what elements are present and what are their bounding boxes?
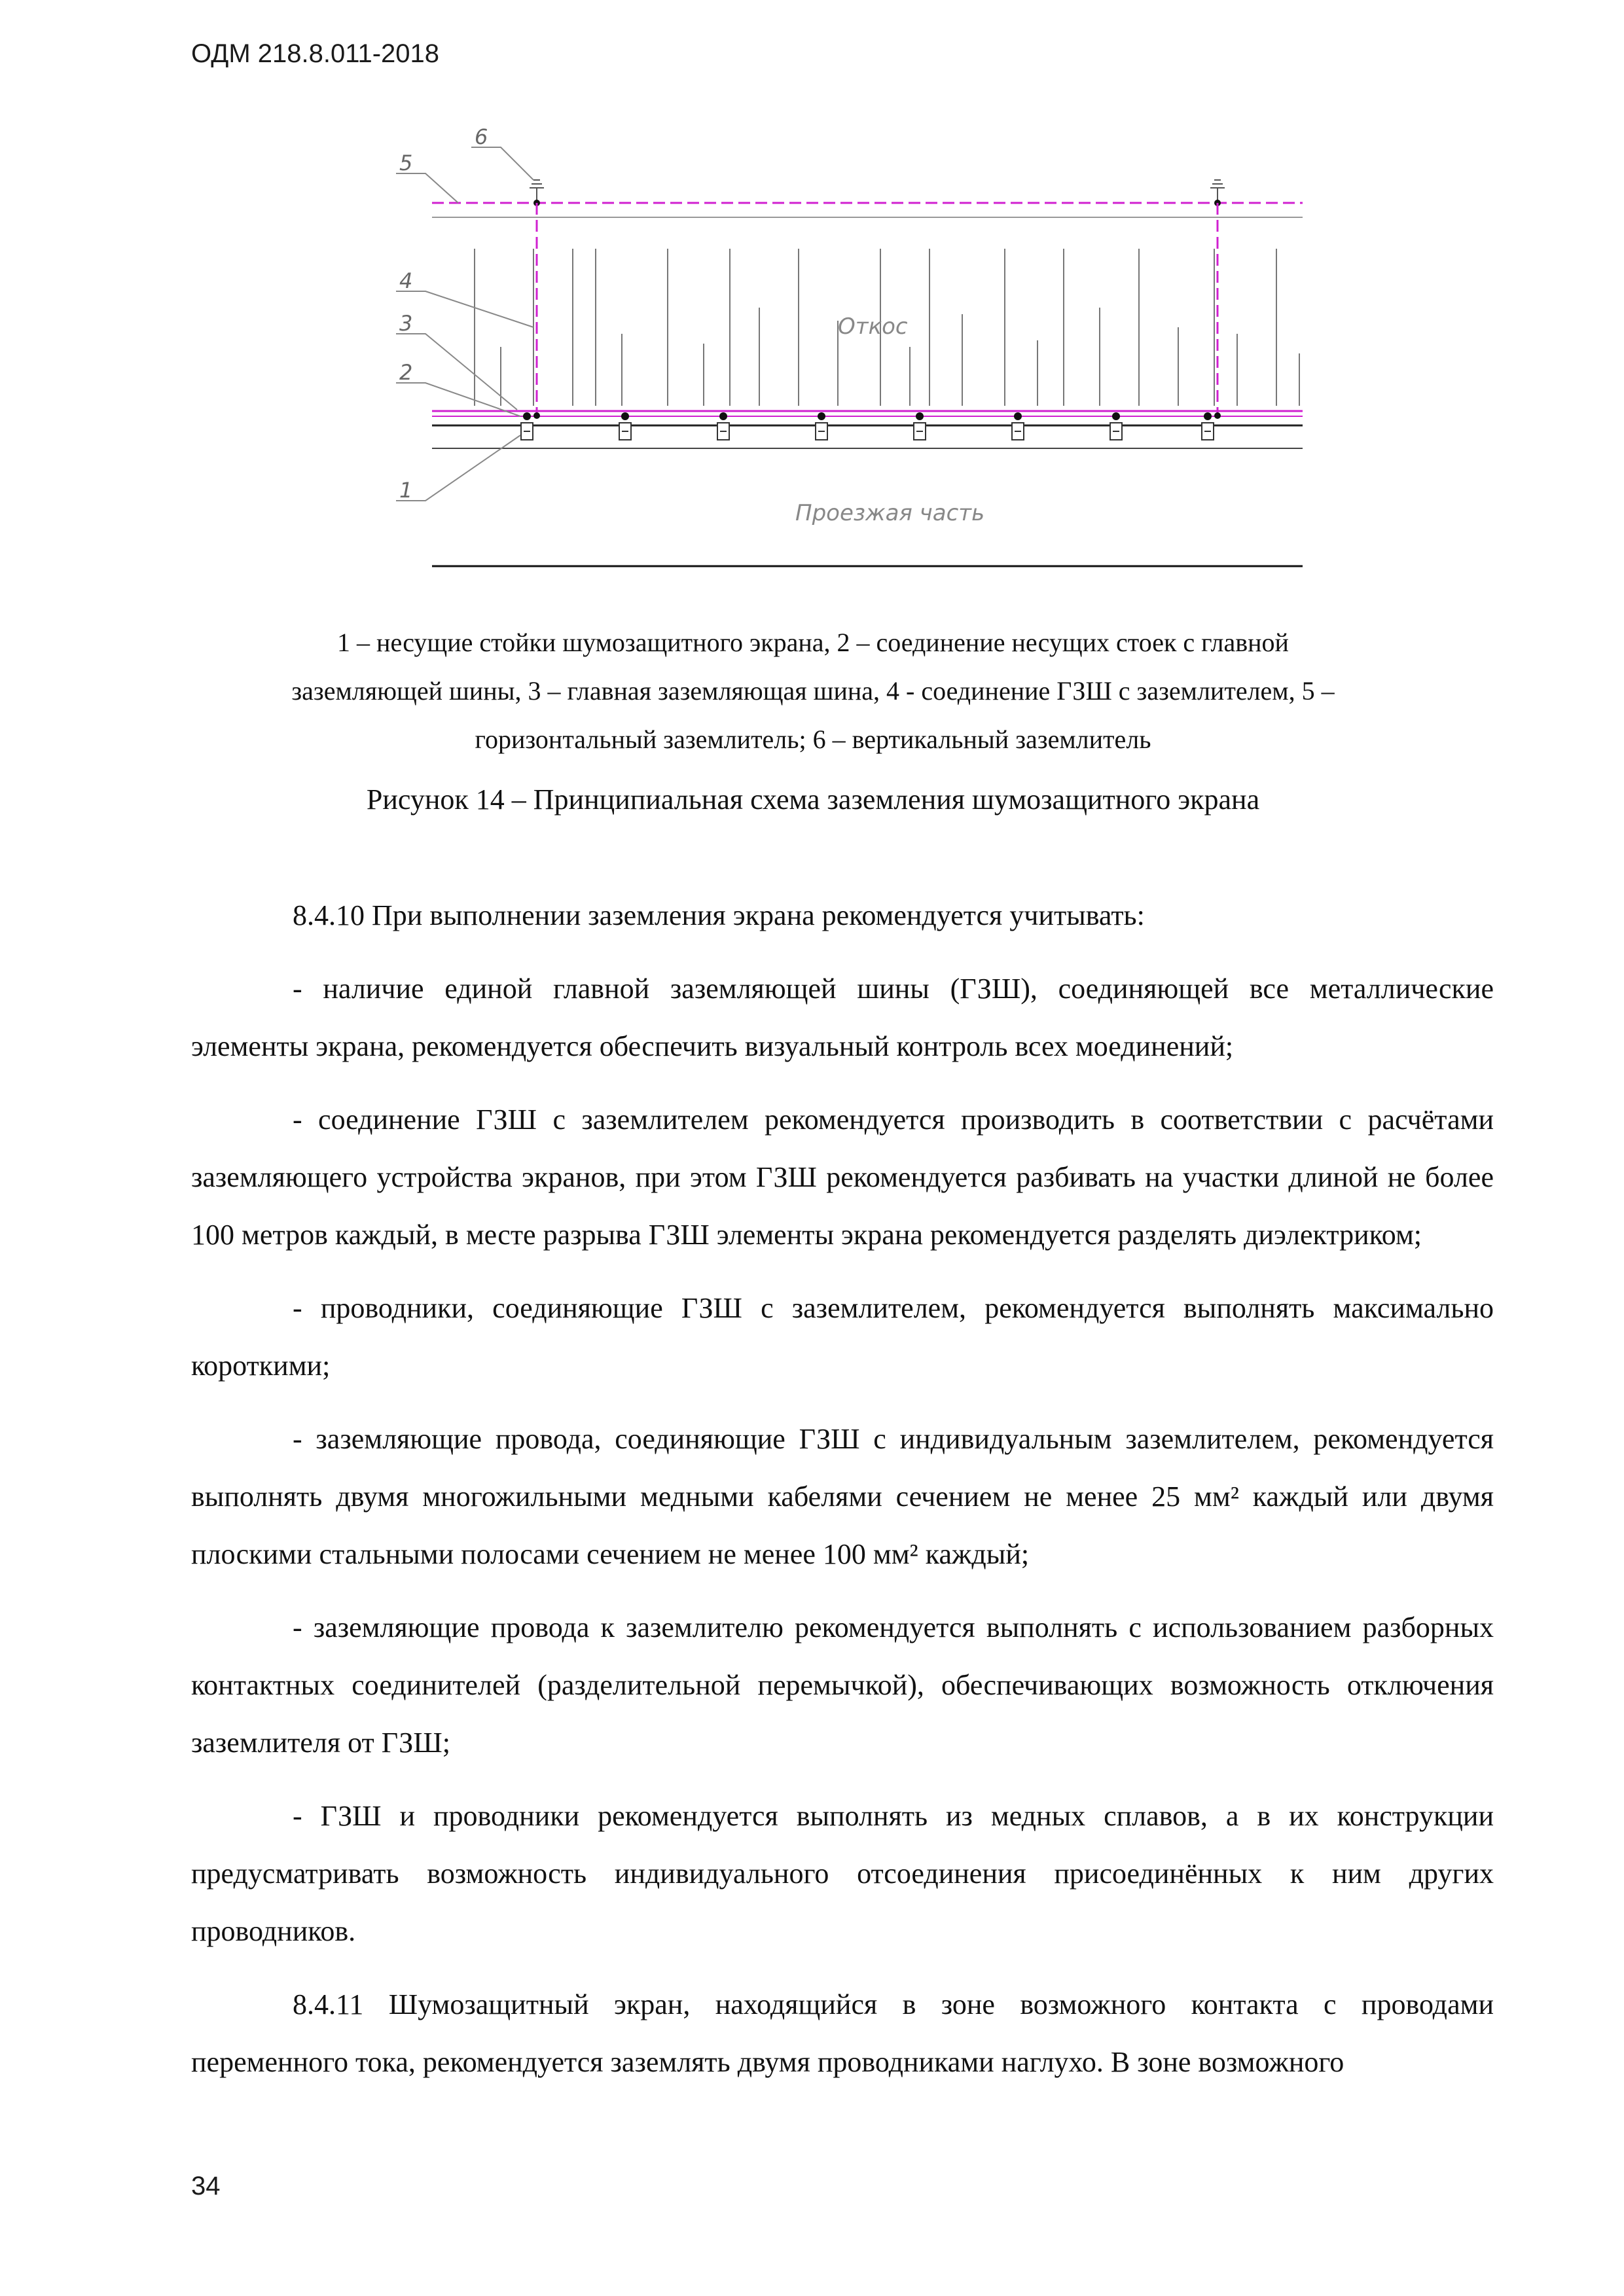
figure-legend — [191, 619, 1435, 764]
paragraph: - заземляющие провода, соединяющие ГЗШ с индивидуальным заземлителем, рекомендуется выполнять двумя многожильными медными кабелями сечением не менее 25 мм² каждый или двумя плоскими стальными полосами сечением не менее 100 мм² каждый; — [191, 1423, 1494, 1570]
bus-connection-left — [533, 412, 540, 419]
callout-leader-1 — [396, 435, 520, 501]
figure-title: Рисунок 14 – Принципиальная схема заземления шумозащитного экрана — [366, 783, 1260, 816]
paragraph: - соединение ГЗШ с заземлителем рекомендуется производить в соответствии с расчётами заземляющего устройства экранов, при этом ГЗШ рекомендуется разбивать на участки длиной не более 100 метров каждый, в месте разрыва ГЗШ элементы экрана рекомендуется разделять диэлектриком; — [191, 1103, 1494, 1251]
legend-line: горизонтальный заземлитель; 6 – вертикальный заземлитель — [475, 725, 1151, 754]
paragraph: - наличие единой главной заземляющей шины (ГЗШ), соединяющей все металлические элементы экрана, рекомендуется обеспечить визуальный контроль всех моединений; — [191, 973, 1494, 1062]
road-area-label: Проезжая часть — [795, 500, 985, 526]
callout-label-4: 4 — [399, 268, 413, 293]
callout-label-6: 6 — [475, 124, 488, 149]
legend-line: заземляющей шины, 3 – главная заземляющая шина, 4 - соединение ГЗШ с заземлителем, 5 – — [291, 676, 1335, 706]
callout-leader-5 — [396, 173, 458, 203]
callout-leader-4 — [396, 291, 533, 327]
callout-leader-3 — [396, 334, 517, 410]
body-text — [191, 887, 1494, 2107]
callout-label-3: 3 — [399, 311, 413, 336]
callout-label-1: 1 — [399, 478, 413, 503]
slope-area-label: Откос — [838, 314, 908, 340]
paragraph: - проводники, соединяющие ГЗШ с заземлителем, рекомендуется выполнять максимально короткими; — [191, 1292, 1494, 1382]
legend-line: 1 – несущие стойки шумозащитного экрана, 2 – соединение несущих стоек с главной — [337, 628, 1289, 657]
page-number: 34 — [191, 2172, 221, 2200]
callout-label-5: 5 — [399, 151, 413, 175]
callout-label-2: 2 — [399, 360, 413, 385]
bus-connection-right — [1214, 412, 1221, 419]
document-code: ОДМ 218.8.011-2018 — [191, 39, 440, 68]
paragraph: 8.4.11 Шумозащитный экран, находящийся в зоне возможного контакта с проводами переменного тока, рекомендуется заземлять двумя проводниками наглухо. В зоне возможного — [191, 1988, 1494, 2078]
paragraph: 8.4.10 При выполнении заземления экрана рекомендуется учитывать: — [293, 899, 1145, 931]
grounding-diagram — [386, 118, 1316, 576]
callout-leader-6 — [471, 147, 533, 180]
paragraph: - ГЗШ и проводники рекомендуется выполнять из медных сплавов, а в их конструкции предусматривать возможность индивидуального отсоединения присоединённых к ним других проводников. — [191, 1800, 1494, 1947]
paragraph: - заземляющие провода к заземлителю рекомендуется выполнять с использованием разборных контактных соединителей (разделительной перемычкой), обеспечивающих возможность отключения заземлителя от ГЗШ; — [191, 1611, 1494, 1759]
